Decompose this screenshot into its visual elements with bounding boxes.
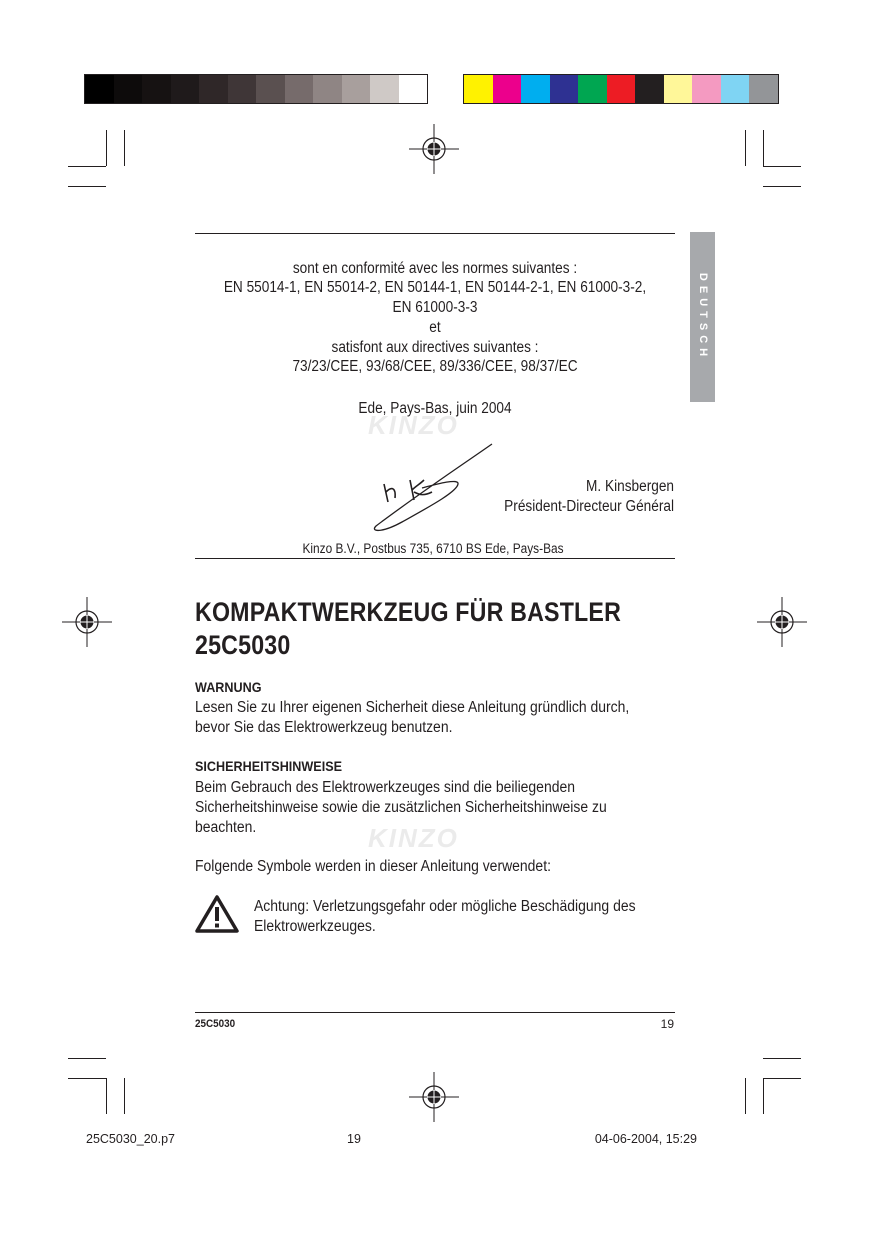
crop-mark <box>763 186 801 187</box>
slug-timestamp: 04-06-2004, 15:29 <box>594 1132 697 1146</box>
grayscale-color-bar <box>84 74 428 104</box>
color-swatch <box>285 75 314 103</box>
declaration-line: sont en conformité avec les normes suivantes : <box>292 260 578 277</box>
color-swatch <box>521 75 550 103</box>
safety-text: beachten. <box>195 819 257 836</box>
declaration-line: 73/23/CEE, 93/68/CEE, 89/336/CEE, 98/37/EC <box>292 358 578 375</box>
color-swatch <box>313 75 342 103</box>
warning-heading: WARNUNG <box>195 679 262 695</box>
safety-text: Beim Gebrauch des Elektrowerkzeuges sind die beiliegenden <box>195 779 575 796</box>
crop-mark <box>745 1078 746 1114</box>
page-title-model: 25C5030 <box>195 630 291 660</box>
declaration-line: et <box>429 319 441 336</box>
crop-mark <box>763 1078 801 1079</box>
crop-mark <box>106 1078 107 1114</box>
crop-mark <box>124 1078 125 1114</box>
warning-text: bevor Sie das Elektrowerkzeug benutzen. <box>195 719 453 736</box>
color-swatch <box>749 75 778 103</box>
crop-mark <box>68 166 106 167</box>
registration-mark-icon <box>757 597 807 647</box>
footer-rule <box>195 1012 675 1013</box>
slug-page: 19 <box>347 1132 361 1146</box>
top-rule <box>195 233 675 234</box>
color-swatch <box>228 75 257 103</box>
symbols-intro: Folgende Symbole werden in dieser Anleitung verwendet: <box>195 858 551 875</box>
color-swatch <box>399 75 428 103</box>
safety-text: Sicherheitshinweise sowie die zusätzlichen Sicherheitshinweise zu <box>195 799 607 816</box>
footer-page-number: 19 <box>660 1017 674 1031</box>
color-swatch <box>550 75 579 103</box>
section-rule <box>195 558 675 559</box>
color-swatch <box>85 75 114 103</box>
crop-mark <box>124 130 125 166</box>
language-tab-label: DEUTSCH <box>696 272 709 362</box>
declaration-line: satisfont aux directives suivantes : <box>331 339 539 356</box>
color-swatch <box>142 75 171 103</box>
crop-mark <box>68 1078 106 1079</box>
crop-mark <box>68 1058 106 1059</box>
color-swatch <box>493 75 522 103</box>
declaration-line: EN 55014-1, EN 55014-2, EN 50144-1, EN 50144-2-1, EN 61000-3-2, <box>223 279 647 296</box>
watermark-logo: KINZO <box>368 410 459 440</box>
caution-text <box>254 897 659 937</box>
warning-triangle-icon <box>194 894 240 934</box>
crop-mark <box>763 1078 764 1114</box>
page-title: KOMPAKTWERKZEUG FÜR BASTLER <box>195 597 622 627</box>
signatory-title: Président-Directeur Général <box>504 498 674 515</box>
color-swatch <box>464 75 493 103</box>
color-swatch <box>370 75 399 103</box>
color-swatch <box>607 75 636 103</box>
crop-mark <box>745 130 746 166</box>
color-swatch <box>635 75 664 103</box>
color-swatch <box>692 75 721 103</box>
color-swatch <box>721 75 750 103</box>
process-color-bar <box>463 74 779 104</box>
registration-mark-icon <box>409 1072 459 1122</box>
caution-text-line: Achtung: Verletzungsgefahr oder mögliche Beschädigung des <box>254 898 636 915</box>
place-date: Ede, Pays-Bas, juin 2004 <box>358 400 512 417</box>
slug-filename: 25C5030_20.p7 <box>86 1132 175 1146</box>
color-swatch <box>199 75 228 103</box>
declaration-line: EN 61000-3-3 <box>392 299 478 316</box>
caution-text-line: Elektrowerkzeuges. <box>254 918 376 935</box>
safety-heading: SICHERHEITSHINWEISE <box>195 758 343 774</box>
color-swatch <box>664 75 693 103</box>
crop-mark <box>68 186 106 187</box>
footer-model: 25C5030 <box>195 1018 236 1030</box>
signatory-name: M. Kinsbergen <box>586 478 674 495</box>
registration-mark-icon <box>62 597 112 647</box>
color-swatch <box>171 75 200 103</box>
color-swatch <box>578 75 607 103</box>
company-address: Kinzo B.V., Postbus 735, 6710 BS Ede, Pays-Bas <box>302 541 564 556</box>
crop-mark <box>763 130 764 166</box>
color-swatch <box>114 75 143 103</box>
color-swatch <box>256 75 285 103</box>
crop-mark <box>763 1058 801 1059</box>
warning-text: Lesen Sie zu Ihrer eigenen Sicherheit diese Anleitung gründlich durch, <box>195 699 630 716</box>
crop-mark <box>763 166 801 167</box>
registration-mark-icon <box>409 124 459 174</box>
color-swatch <box>342 75 371 103</box>
crop-mark <box>106 130 107 166</box>
watermark-logo: KINZO <box>368 823 459 853</box>
language-tab <box>690 232 715 402</box>
